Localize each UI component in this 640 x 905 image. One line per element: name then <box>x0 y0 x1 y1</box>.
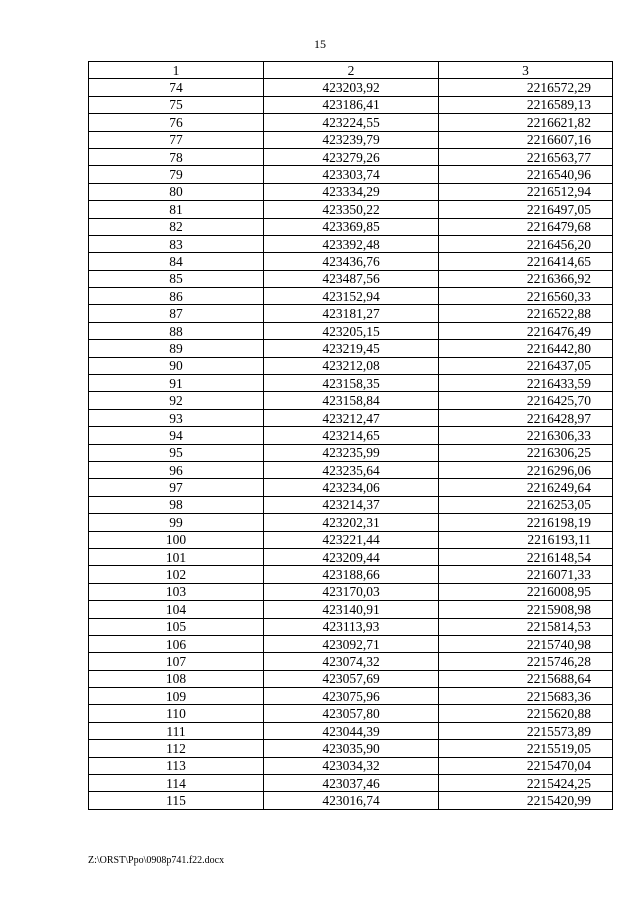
x-coordinate-cell: 423158,84 <box>264 392 439 409</box>
x-coordinate-cell: 423205,15 <box>264 322 439 339</box>
table-row <box>89 479 613 496</box>
table-row <box>89 688 613 705</box>
point-number-cell: 86 <box>89 288 264 305</box>
point-number-cell: 115 <box>89 792 264 809</box>
table-row <box>89 722 613 739</box>
table-row <box>89 583 613 600</box>
page-number: 15 <box>314 37 326 51</box>
x-coordinate-cell: 423212,47 <box>264 409 439 426</box>
x-coordinate-cell: 423016,74 <box>264 792 439 809</box>
table-row <box>89 375 613 392</box>
y-coordinate-cell: 2216442,80 <box>439 340 613 357</box>
point-number-cell: 108 <box>89 670 264 687</box>
footer-file-path: Z:\ORST\Ppo\0908p741.f22.docx <box>88 855 225 866</box>
x-coordinate-cell: 423057,69 <box>264 670 439 687</box>
point-number-cell: 79 <box>89 166 264 183</box>
x-coordinate-cell: 423113,93 <box>264 618 439 635</box>
y-coordinate-cell: 2216512,94 <box>439 183 613 200</box>
table-row <box>89 427 613 444</box>
y-coordinate-cell: 2215814,53 <box>439 618 613 635</box>
y-coordinate-cell: 2216621,82 <box>439 114 613 131</box>
point-number-cell: 99 <box>89 514 264 531</box>
y-coordinate-cell: 2215746,28 <box>439 653 613 670</box>
table-row <box>89 183 613 200</box>
y-coordinate-cell: 2216071,33 <box>439 566 613 583</box>
point-number-cell: 77 <box>89 131 264 148</box>
table-row <box>89 270 613 287</box>
y-coordinate-cell: 2216563,77 <box>439 148 613 165</box>
table-row <box>89 201 613 218</box>
y-coordinate-cell: 2216253,05 <box>439 496 613 513</box>
x-coordinate-cell: 423303,74 <box>264 166 439 183</box>
point-number-cell: 88 <box>89 322 264 339</box>
point-number-cell: 82 <box>89 218 264 235</box>
y-coordinate-cell: 2216476,49 <box>439 322 613 339</box>
x-coordinate-cell: 423140,91 <box>264 601 439 618</box>
y-coordinate-cell: 2216193,11 <box>439 531 613 548</box>
y-coordinate-cell: 2216560,33 <box>439 288 613 305</box>
y-coordinate-cell: 2215470,04 <box>439 757 613 774</box>
point-number-cell: 100 <box>89 531 264 548</box>
header-row <box>89 62 613 79</box>
point-number-cell: 85 <box>89 270 264 287</box>
point-number-cell: 104 <box>89 601 264 618</box>
x-coordinate-cell: 423202,31 <box>264 514 439 531</box>
point-number-cell: 91 <box>89 375 264 392</box>
x-coordinate-cell: 423034,32 <box>264 757 439 774</box>
table-row <box>89 705 613 722</box>
x-coordinate-cell: 423158,35 <box>264 375 439 392</box>
x-coordinate-cell: 423392,48 <box>264 235 439 252</box>
x-coordinate-cell: 423234,06 <box>264 479 439 496</box>
x-coordinate-cell: 423219,45 <box>264 340 439 357</box>
point-number-cell: 83 <box>89 235 264 252</box>
x-coordinate-cell: 423181,27 <box>264 305 439 322</box>
point-number-cell: 97 <box>89 479 264 496</box>
x-coordinate-cell: 423369,85 <box>264 218 439 235</box>
table-row <box>89 166 613 183</box>
x-coordinate-cell: 423214,37 <box>264 496 439 513</box>
y-coordinate-cell: 2216428,97 <box>439 409 613 426</box>
y-coordinate-cell: 2215740,98 <box>439 635 613 652</box>
table-row <box>89 392 613 409</box>
column-header-3: 3 <box>439 62 613 79</box>
table-row <box>89 566 613 583</box>
y-coordinate-cell: 2215424,25 <box>439 775 613 792</box>
table-row <box>89 79 613 96</box>
table-row <box>89 740 613 757</box>
table-row <box>89 357 613 374</box>
y-coordinate-cell: 2215620,88 <box>439 705 613 722</box>
y-coordinate-cell: 2216366,92 <box>439 270 613 287</box>
y-coordinate-cell: 2216572,29 <box>439 79 613 96</box>
y-coordinate-cell: 2215519,05 <box>439 740 613 757</box>
coordinates-table <box>88 61 613 810</box>
y-coordinate-cell: 2216306,25 <box>439 444 613 461</box>
x-coordinate-cell: 423075,96 <box>264 688 439 705</box>
x-coordinate-cell: 423212,08 <box>264 357 439 374</box>
table-row <box>89 96 613 113</box>
x-coordinate-cell: 423235,99 <box>264 444 439 461</box>
table-row <box>89 235 613 252</box>
point-number-cell: 95 <box>89 444 264 461</box>
x-coordinate-cell: 423203,92 <box>264 79 439 96</box>
table-row <box>89 253 613 270</box>
point-number-cell: 98 <box>89 496 264 513</box>
x-coordinate-cell: 423092,71 <box>264 635 439 652</box>
y-coordinate-cell: 2216522,88 <box>439 305 613 322</box>
table-row <box>89 531 613 548</box>
table-header <box>89 62 613 79</box>
x-coordinate-cell: 423170,03 <box>264 583 439 600</box>
y-coordinate-cell: 2216425,70 <box>439 392 613 409</box>
y-coordinate-cell: 2216148,54 <box>439 548 613 565</box>
point-number-cell: 94 <box>89 427 264 444</box>
y-coordinate-cell: 2216589,13 <box>439 96 613 113</box>
x-coordinate-cell: 423035,90 <box>264 740 439 757</box>
point-number-cell: 89 <box>89 340 264 357</box>
table-row <box>89 635 613 652</box>
x-coordinate-cell: 423057,80 <box>264 705 439 722</box>
y-coordinate-cell: 2216497,05 <box>439 201 613 218</box>
x-coordinate-cell: 423188,66 <box>264 566 439 583</box>
y-coordinate-cell: 2216607,16 <box>439 131 613 148</box>
y-coordinate-cell: 2215420,99 <box>439 792 613 809</box>
point-number-cell: 111 <box>89 722 264 739</box>
table-row <box>89 288 613 305</box>
table-row <box>89 514 613 531</box>
y-coordinate-cell: 2216306,33 <box>439 427 613 444</box>
x-coordinate-cell: 423044,39 <box>264 722 439 739</box>
point-number-cell: 113 <box>89 757 264 774</box>
y-coordinate-cell: 2216540,96 <box>439 166 613 183</box>
table-row <box>89 305 613 322</box>
x-coordinate-cell: 423334,29 <box>264 183 439 200</box>
table-row <box>89 601 613 618</box>
table-row <box>89 670 613 687</box>
y-coordinate-cell: 2216433,59 <box>439 375 613 392</box>
table-row <box>89 131 613 148</box>
table-row <box>89 340 613 357</box>
point-number-cell: 78 <box>89 148 264 165</box>
x-coordinate-cell: 423235,64 <box>264 461 439 478</box>
point-number-cell: 90 <box>89 357 264 374</box>
point-number-cell: 84 <box>89 253 264 270</box>
point-number-cell: 76 <box>89 114 264 131</box>
x-coordinate-cell: 423487,56 <box>264 270 439 287</box>
point-number-cell: 92 <box>89 392 264 409</box>
point-number-cell: 107 <box>89 653 264 670</box>
x-coordinate-cell: 423224,55 <box>264 114 439 131</box>
x-coordinate-cell: 423350,22 <box>264 201 439 218</box>
y-coordinate-cell: 2216198,19 <box>439 514 613 531</box>
table-row <box>89 548 613 565</box>
table-row <box>89 148 613 165</box>
column-header-1: 1 <box>89 62 264 79</box>
x-coordinate-cell: 423221,44 <box>264 531 439 548</box>
table-row <box>89 461 613 478</box>
y-coordinate-cell: 2215908,98 <box>439 601 613 618</box>
table-row <box>89 322 613 339</box>
table-row <box>89 653 613 670</box>
point-number-cell: 80 <box>89 183 264 200</box>
point-number-cell: 105 <box>89 618 264 635</box>
y-coordinate-cell: 2216296,06 <box>439 461 613 478</box>
table-row <box>89 757 613 774</box>
table-row <box>89 618 613 635</box>
x-coordinate-cell: 423279,26 <box>264 148 439 165</box>
point-number-cell: 74 <box>89 79 264 96</box>
point-number-cell: 103 <box>89 583 264 600</box>
table-row <box>89 444 613 461</box>
point-number-cell: 106 <box>89 635 264 652</box>
point-number-cell: 87 <box>89 305 264 322</box>
x-coordinate-cell: 423152,94 <box>264 288 439 305</box>
table-row <box>89 775 613 792</box>
y-coordinate-cell: 2215573,89 <box>439 722 613 739</box>
y-coordinate-cell: 2215683,36 <box>439 688 613 705</box>
y-coordinate-cell: 2216437,05 <box>439 357 613 374</box>
column-header-2: 2 <box>264 62 439 79</box>
y-coordinate-cell: 2216414,65 <box>439 253 613 270</box>
x-coordinate-cell: 423074,32 <box>264 653 439 670</box>
point-number-cell: 114 <box>89 775 264 792</box>
point-number-cell: 101 <box>89 548 264 565</box>
point-number-cell: 96 <box>89 461 264 478</box>
x-coordinate-cell: 423209,44 <box>264 548 439 565</box>
x-coordinate-cell: 423239,79 <box>264 131 439 148</box>
point-number-cell: 93 <box>89 409 264 426</box>
point-number-cell: 112 <box>89 740 264 757</box>
x-coordinate-cell: 423186,41 <box>264 96 439 113</box>
table-row <box>89 218 613 235</box>
point-number-cell: 81 <box>89 201 264 218</box>
y-coordinate-cell: 2216456,20 <box>439 235 613 252</box>
y-coordinate-cell: 2216008,95 <box>439 583 613 600</box>
x-coordinate-cell: 423436,76 <box>264 253 439 270</box>
point-number-cell: 102 <box>89 566 264 583</box>
table-row <box>89 792 613 809</box>
x-coordinate-cell: 423214,65 <box>264 427 439 444</box>
y-coordinate-cell: 2216479,68 <box>439 218 613 235</box>
y-coordinate-cell: 2216249,64 <box>439 479 613 496</box>
y-coordinate-cell: 2215688,64 <box>439 670 613 687</box>
table-row <box>89 114 613 131</box>
table-row <box>89 496 613 513</box>
x-coordinate-cell: 423037,46 <box>264 775 439 792</box>
table-row <box>89 409 613 426</box>
point-number-cell: 110 <box>89 705 264 722</box>
table-body <box>89 79 613 809</box>
point-number-cell: 75 <box>89 96 264 113</box>
point-number-cell: 109 <box>89 688 264 705</box>
